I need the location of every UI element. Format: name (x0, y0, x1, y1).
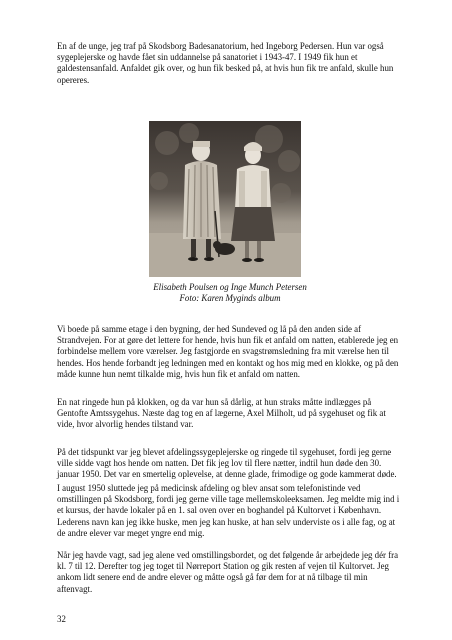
photo-caption-credit: Foto: Karen Myginds album (179, 293, 281, 303)
paragraph-6: Når jeg havde vagt, sad jeg alene ved omstillingsbordet, og det følgende år arbejdede jeg dér fra kl. 7 til 12. Derefter tog jeg toget til Nørreport Station og gik resten af vejen til Kultorvet. Jeg ankom lidt senere end de andre elever og måtte også gå før dem for at nå tilbage til min aftenvagt. (57, 550, 399, 594)
photo-caption-title: Elisabeth Poulsen og Inge Munch Petersen (153, 282, 307, 292)
paragraph-3: En nat ringede hun på klokken, og da var hun så dårlig, at hun straks måtte indlægges på Gentofte Amtssygehus. Næste dag tog en af lægerne, Axel Milholt, ud på sygehuset og fik at vide, hvor alvorlig hendes tilstand var. (57, 397, 386, 430)
paragraph-2: Vi boede på samme etage i den bygning, der hed Sundeved og lå på den anden side af Strandvejen. For at gøre det lettere for hende, hvis hun fik et anfald om natten, etablerede jeg en forbindelse mellem vore værelser. Jeg fastgjorde en svagstrømsledning fra mit værelse hen til hendes. Hos hende forbandt jeg ledningen med en kontakt og hos mig med en klokke, og på den måde kunne hun nemt tilkalde mig, hvis hun fik et anfald om natten. (57, 324, 399, 379)
paragraph-1: En af de unge, jeg traf på Skodsborg Badesanatorium, hed Ingeborg Pedersen. Hun var også sygeplejerske og havde fået sin uddannelse på sanatoriet i 1943-47. I 1949 fik hun et galdestensanfald. Anfaldet gik over, og hun fik besked på, at hvis hun fik tre anfald, skulle hun opereres. (57, 41, 394, 85)
paragraph-4: På det tidspunkt var jeg blevet afdelingssygeplejerske og ringede til sygehuset, fordi jeg gerne ville sidde vagt hos hende om natten. Det fik jeg lov til flere nætter, indtil hun døde den 30. januar 1950. Det var en smertelig oplevelse, at denne glade, frimodige og gode kammerat døde. (57, 447, 397, 480)
page-number: 32 (57, 614, 66, 624)
paragraph-5: I august 1950 sluttede jeg på medicinsk afdeling og blev ansat som telefonistinde ved omstillingen på Skodsborg, fordi jeg gerne ville tage mellemskoleeksamen. Jeg meldte mig ind i et kursus, der havde lokaler på en 1. sal oven over en boghandel på Kultorvet i København. Lederens navn kan jeg ikke huske, men jeg kan huske, at han selv underviste os i alle fag, og at de andre elever var meget yngre end mig. (57, 483, 400, 538)
photo-two-women (149, 121, 301, 277)
photograph (149, 121, 301, 277)
